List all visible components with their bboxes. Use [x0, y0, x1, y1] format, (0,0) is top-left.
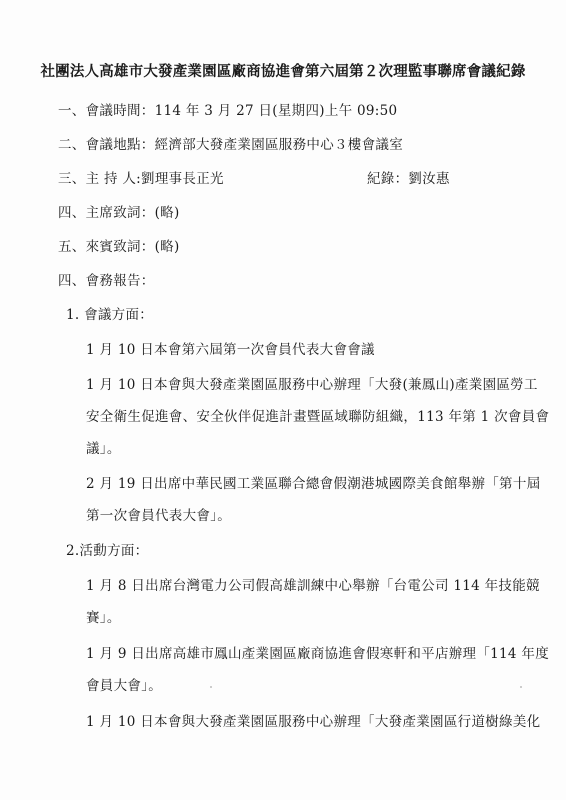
activity-item-3-line-1: 1 月 10 日本會與大發產業園區服務中心辦理「大發產業園區行道樹綠美化	[86, 714, 541, 730]
document-title: 社團法人高雄市大發產業園區廠商協進會第六屆第２次理監事聯席會議紀錄	[40, 63, 526, 80]
meeting-item-3-line-1: 2 月 19 日出席中華民國工業區聯合總會假潮港城國際美食館舉辦「第十屆	[86, 476, 541, 492]
meeting-chair: 三、主 持 人:劉理事長正光	[58, 171, 224, 187]
meeting-item-2-line-3: 議」。	[86, 441, 121, 457]
meeting-item-2-line-2: 安全衛生促進會、安全伙伴促進計畫暨區域聯防組織，113 年第 1 次會員會	[86, 409, 550, 425]
guest-speech: 五、來賓致詞：(略)	[58, 239, 180, 255]
meeting-recorder: 紀錄：劉汝惠	[367, 171, 450, 187]
meeting-item-3-line-2: 第一次會員代表大會」。	[86, 508, 232, 524]
meeting-time: 一、會議時間：114 年 3 月 27 日(星期四)上午 09:50	[58, 103, 398, 119]
chair-speech: 四、主席致詞：(略)	[58, 205, 180, 221]
scan-speck	[520, 686, 522, 688]
meeting-item-1-line-1: 1 月 10 日本會第六屆第一次會員代表大會會議	[86, 342, 375, 358]
activity-item-1-line-1: 1 月 8 日出席台灣電力公司假高雄訓練中心舉辦「台電公司 114 年技能競	[86, 578, 540, 594]
affairs-report-heading: 四、會務報告：	[58, 273, 155, 289]
meeting-item-2-line-1: 1 月 10 日本會與大發產業園區服務中心辦理「大發(兼鳳山)產業園區勞工	[86, 377, 538, 393]
activity-item-2-line-1: 1 月 9 日出席高雄市鳳山產業園區廠商協進會假寒軒和平店辦理「114 年度	[86, 646, 550, 662]
meetings-heading: 1. 會議方面：	[66, 307, 154, 323]
scan-speck	[210, 686, 212, 688]
activity-item-1-line-2: 賽」。	[86, 610, 121, 626]
activities-heading: 2.活動方面：	[66, 543, 149, 559]
meeting-place: 二、會議地點：經濟部大發產業園區服務中心３樓會議室	[58, 137, 403, 153]
activity-item-2-line-2: 會員大會」。	[86, 678, 163, 694]
